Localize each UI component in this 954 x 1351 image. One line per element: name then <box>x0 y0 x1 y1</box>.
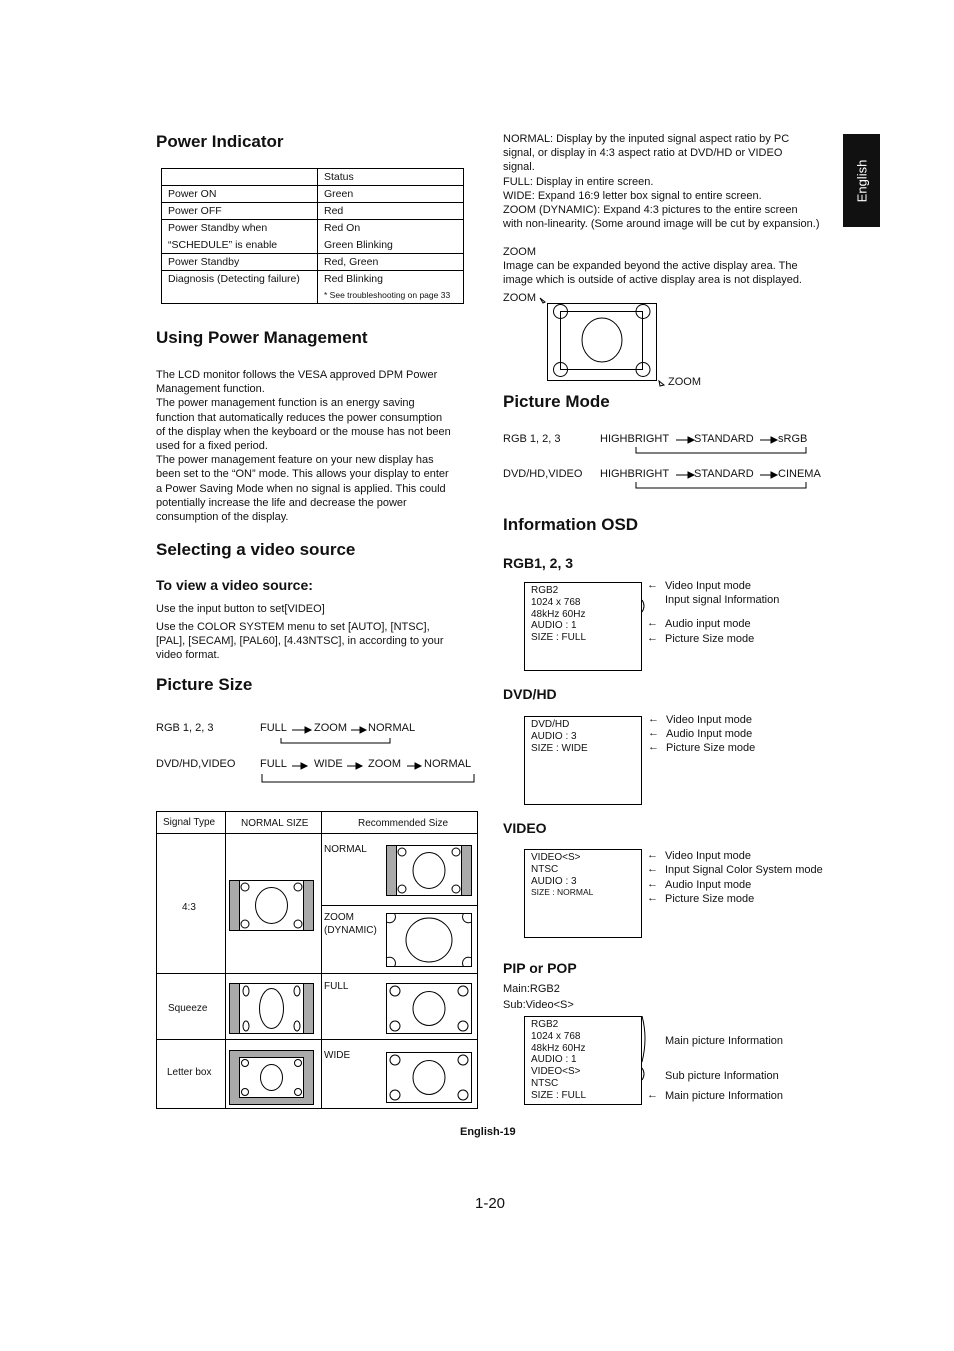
video-source-para1: Use the input button to set[VIDEO] <box>156 603 325 615</box>
osd-dvd-label: ← Audio Input mode <box>666 728 752 740</box>
osd-rgb-label: ← Picture Size mode <box>665 633 754 645</box>
seq-item: ZOOM <box>368 758 401 770</box>
cell-zoom: ZOOM (DYNAMIC) <box>324 912 377 936</box>
osd-pip-label: Main picture Information <box>665 1035 783 1047</box>
picture-mode-rgb-label: RGB 1, 2, 3 <box>503 433 561 445</box>
cell-full: FULL <box>324 981 349 992</box>
table-header-recommended: Recommended Size <box>358 818 449 829</box>
table-row: Power ON Green <box>162 186 464 203</box>
video-source-para2: Use the COLOR SYSTEM menu to set [AUTO], [NTSC], [PAL], [SECAM], [PAL60], [4.43NTSC], in according to your video format. <box>156 621 444 662</box>
table-row: Diagnosis (Detecting failure) Red Blinking * See troubleshooting on page 33 <box>162 271 464 304</box>
table-header-signal-type: Signal Type <box>163 817 216 828</box>
seq-item: WIDE <box>314 758 343 770</box>
osd-video-heading: VIDEO <box>503 820 547 836</box>
modes-description: NORMAL: Display by the inputed signal aspect ratio by PC signal, or display in 4:3 aspect ratio at DVD/HD or VIDEO signal. FULL: Display in entire screen. WIDE: Expand 16:9 letter box signal to entire screen. ZOOM (DYNAMIC): Expand 4:3 pictures to the entire screen with non-linearity. (Some around image will be cut by expansion.) <box>503 133 820 231</box>
osd-video-label: ← Input Signal Color System mode <box>665 864 823 876</box>
zoom-description: ZOOM Image can be expanded beyond the active display area. The image which is outside of active display area is not displayed. <box>503 246 802 287</box>
picture-mode-dvd-label: DVD/HD,VIDEO <box>503 468 583 480</box>
osd-video-box: VIDEO<S> NTSC AUDIO : 3 SIZE : NORMAL <box>524 849 642 938</box>
osd-pip-label: Sub picture Information <box>665 1070 779 1082</box>
table-header-status: Status <box>318 169 464 186</box>
osd-pip-box: RGB2 1024 x 768 48kHz 60Hz AUDIO : 1 VIDEO<S> NTSC SIZE : FULL <box>524 1016 642 1105</box>
osd-rgb-label: ← Audio input mode <box>665 618 751 630</box>
footnote: * See troubleshooting on page 33 <box>324 290 451 300</box>
seq-item: STANDARD <box>694 433 754 445</box>
row-label-squeeze: Squeeze <box>168 1003 208 1014</box>
osd-pip-label: ← Main picture Information <box>665 1090 783 1102</box>
table-header-normal-size: NORMAL SIZE <box>241 818 309 829</box>
osd-rgb-label: Input signal Information <box>665 594 780 606</box>
osd-pip-sub: Sub:Video<S> <box>503 999 574 1011</box>
power-indicator-heading: Power Indicator <box>156 132 284 151</box>
osd-rgb-label: ← Video Input mode <box>665 580 751 592</box>
zoom-label-top: ZOOM <box>503 292 536 304</box>
row-label-4-3: 4:3 <box>182 902 196 913</box>
cell-wide: WIDE <box>324 1050 351 1061</box>
page-number: 1-20 <box>475 1195 506 1212</box>
osd-video-label: ← Video Input mode <box>665 850 751 862</box>
seq-item: ZOOM <box>314 722 347 734</box>
picture-mode-heading: Picture Mode <box>503 392 610 411</box>
seq-item: HIGHBRIGHT <box>600 433 670 445</box>
seq-item: sRGB <box>778 433 808 445</box>
seq-item: HIGHBRIGHT <box>600 468 670 480</box>
power-management-heading: Using Power Management <box>156 328 368 347</box>
info-osd-heading: Information OSD <box>503 515 639 534</box>
osd-dvd-box: DVD/HD AUDIO : 3 SIZE : WIDE <box>524 716 642 805</box>
osd-dvd-label: ← Video Input mode <box>666 714 752 726</box>
picture-size-dvd-label: DVD/HD,VIDEO <box>156 758 236 770</box>
seq-item: FULL <box>260 758 287 770</box>
power-management-body: The LCD monitor follows the VESA approved DPM Power Management function. The power management function is an energy saving function that automatically reduces the power consumption of the display when the keyboard or the mouse has not been used for a fixed period. The power management feature on your new display has been set to the “ON” mode. This allows your display to enter a Power Saving Mode when no signal is applied. This could potentially increase the life and decrease the power consumption of the display. <box>156 369 451 524</box>
seq-item: NORMAL <box>424 758 472 770</box>
osd-pip-main: Main:RGB2 <box>503 983 560 995</box>
video-source-heading: Selecting a video source <box>156 540 356 559</box>
seq-item: CINEMA <box>778 468 821 480</box>
osd-pip-heading: PIP or POP <box>503 960 577 976</box>
osd-video-label: ← Audio Input mode <box>665 879 751 891</box>
table-row: Power OFF Red <box>162 203 464 220</box>
zoom-label-bottom: ZOOM <box>668 376 701 388</box>
cell-normal: NORMAL <box>324 844 367 855</box>
table-row: Power Standby when “SCHEDULE” is enable Red On Green Blinking <box>162 220 464 254</box>
row-label-letterbox: Letter box <box>167 1067 212 1078</box>
picture-size-heading: Picture Size <box>156 675 253 694</box>
seq-item: FULL <box>260 722 287 734</box>
osd-rgb-box: RGB2 1024 x 768 48kHz 60Hz AUDIO : 1 SIZE : FULL <box>524 582 642 671</box>
osd-dvd-heading: DVD/HD <box>503 686 557 702</box>
osd-video-label: ← Picture Size mode <box>665 893 754 905</box>
video-source-subheading: To view a video source: <box>156 577 313 593</box>
seq-item: NORMAL <box>368 722 416 734</box>
table-row: Power Standby Red, Green <box>162 254 464 271</box>
seq-item: STANDARD <box>694 468 754 480</box>
footer-page-label: English-19 <box>460 1126 516 1138</box>
language-tab-label: English <box>854 159 869 202</box>
picture-size-rgb-label: RGB 1, 2, 3 <box>156 722 214 734</box>
osd-rgb-heading: RGB1, 2, 3 <box>503 555 574 571</box>
osd-dvd-label: ← Picture Size mode <box>666 742 755 754</box>
